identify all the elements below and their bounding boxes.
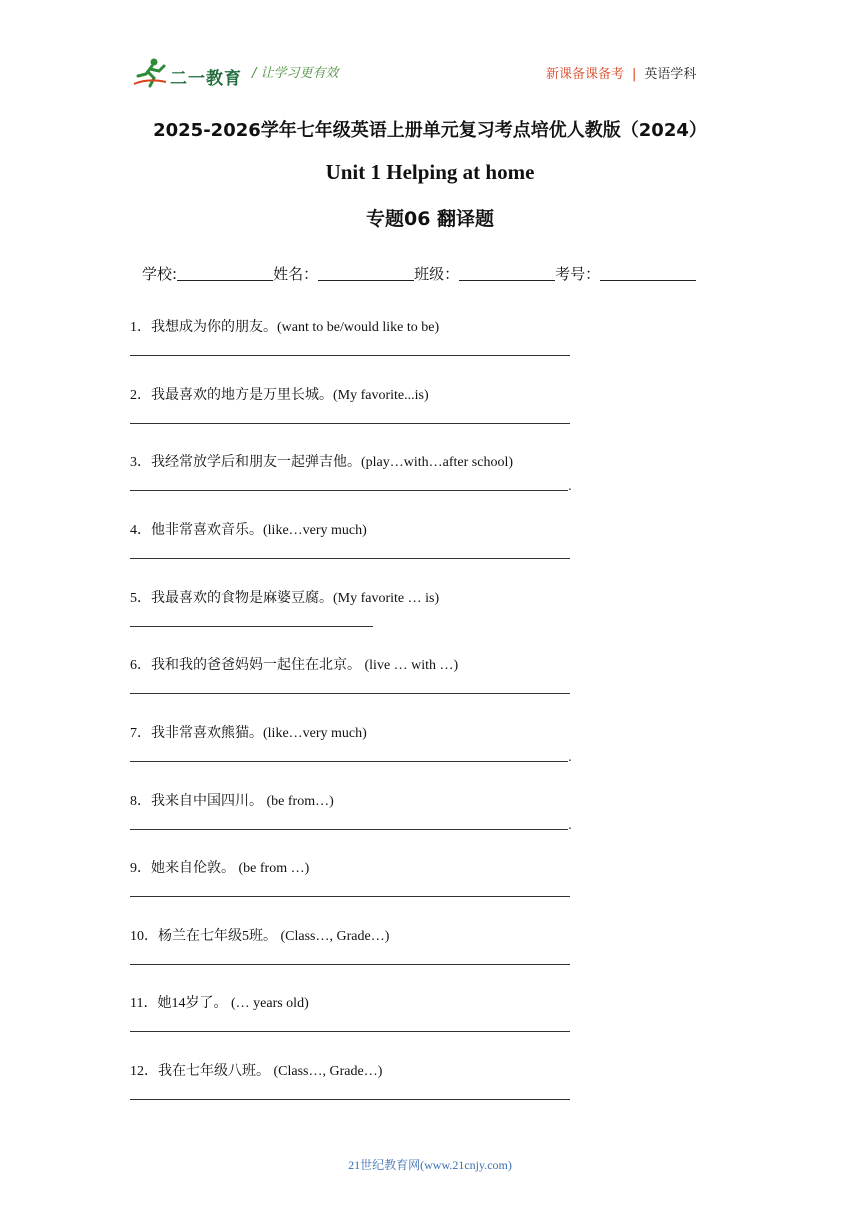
- document-title: 2025-2026学年七年级英语上册单元复习考点培优人教版（2024）: [153, 120, 707, 141]
- question-item: [130, 316, 730, 336]
- question-text: 9．她来自伦敦。 (be from …): [130, 861, 310, 876]
- line-end-period: .: [568, 479, 572, 493]
- number-blank[interactable]: [600, 264, 696, 281]
- question-text: 10．杨兰在七年级5班。 (Class…, Grade…): [130, 929, 390, 944]
- school-label: 学校:: [142, 265, 178, 283]
- answer-line[interactable]: [130, 693, 570, 694]
- page-header: [0, 0, 860, 100]
- answer-line[interactable]: [130, 558, 570, 559]
- name-label: 姓名：: [273, 265, 319, 283]
- question-text: 6．我和我的爸爸妈妈一起住在北京。 (live … with …): [130, 658, 459, 673]
- page-footer: 21世纪教育网(www.21cnjy.com): [348, 1158, 512, 1172]
- logo: [132, 56, 244, 90]
- topic-title: 专题06 翻译题: [365, 208, 495, 230]
- question-text: 12．我在七年级八班。 (Class…, Grade…): [130, 1064, 383, 1079]
- class-label: 班级：: [414, 265, 460, 283]
- question-item: [130, 992, 730, 1012]
- question-item: [130, 587, 730, 607]
- question-text: 5．我最喜欢的食物是麻婆豆腐。(My favorite … is): [130, 591, 440, 606]
- class-blank[interactable]: [459, 264, 555, 281]
- answer-line[interactable]: [130, 1031, 570, 1032]
- runner-logo-icon: [132, 56, 172, 90]
- header-separator: |: [632, 67, 637, 82]
- slogan: / 让学习更有效: [252, 66, 339, 81]
- student-info-row: [142, 263, 696, 284]
- question-item: [130, 519, 730, 539]
- school-blank[interactable]: [177, 264, 273, 281]
- question-text: 11．她14岁了。 (… years old): [130, 996, 309, 1011]
- line-end-period: .: [568, 750, 572, 764]
- header-course-label: 新课备课备考: [546, 67, 625, 82]
- logo-text: 二一教育: [170, 69, 242, 89]
- question-item: [130, 722, 730, 764]
- question-text: 4．他非常喜欢音乐。(like…very much): [130, 523, 367, 538]
- number-label: 考号：: [555, 265, 601, 283]
- question-item: [130, 857, 730, 877]
- question-text: 2．我最喜欢的地方是万里长城。(My favorite...is): [130, 388, 429, 403]
- answer-line[interactable]: [130, 761, 568, 762]
- answer-line[interactable]: [130, 355, 570, 356]
- question-text: 3．我经常放学后和朋友一起弹吉他。(play…with…after school): [130, 455, 514, 470]
- line-end-period: .: [568, 818, 572, 832]
- question-text: 7．我非常喜欢熊猫。(like…very much): [130, 726, 367, 741]
- question-item: [130, 451, 730, 493]
- question-item: [130, 384, 730, 404]
- answer-line[interactable]: [130, 626, 373, 627]
- name-blank[interactable]: [318, 264, 414, 281]
- question-text: 8．我来自中国四川。 (be from…): [130, 794, 334, 809]
- answer-line[interactable]: [130, 829, 568, 830]
- answer-line[interactable]: [130, 1099, 570, 1100]
- question-item: [130, 1060, 730, 1080]
- answer-line[interactable]: [130, 964, 570, 965]
- question-item: [130, 654, 730, 674]
- question-item: [130, 925, 730, 945]
- answer-line[interactable]: [130, 490, 568, 491]
- header-right: [546, 63, 696, 82]
- question-item: [130, 790, 730, 832]
- answer-line[interactable]: [130, 423, 570, 424]
- answer-line[interactable]: [130, 896, 570, 897]
- header-subject-label: 英语学科: [644, 67, 697, 82]
- question-text: 1．我想成为你的朋友。(want to be/would like to be): [130, 320, 440, 335]
- unit-title: Unit 1 Helping at home: [325, 160, 535, 184]
